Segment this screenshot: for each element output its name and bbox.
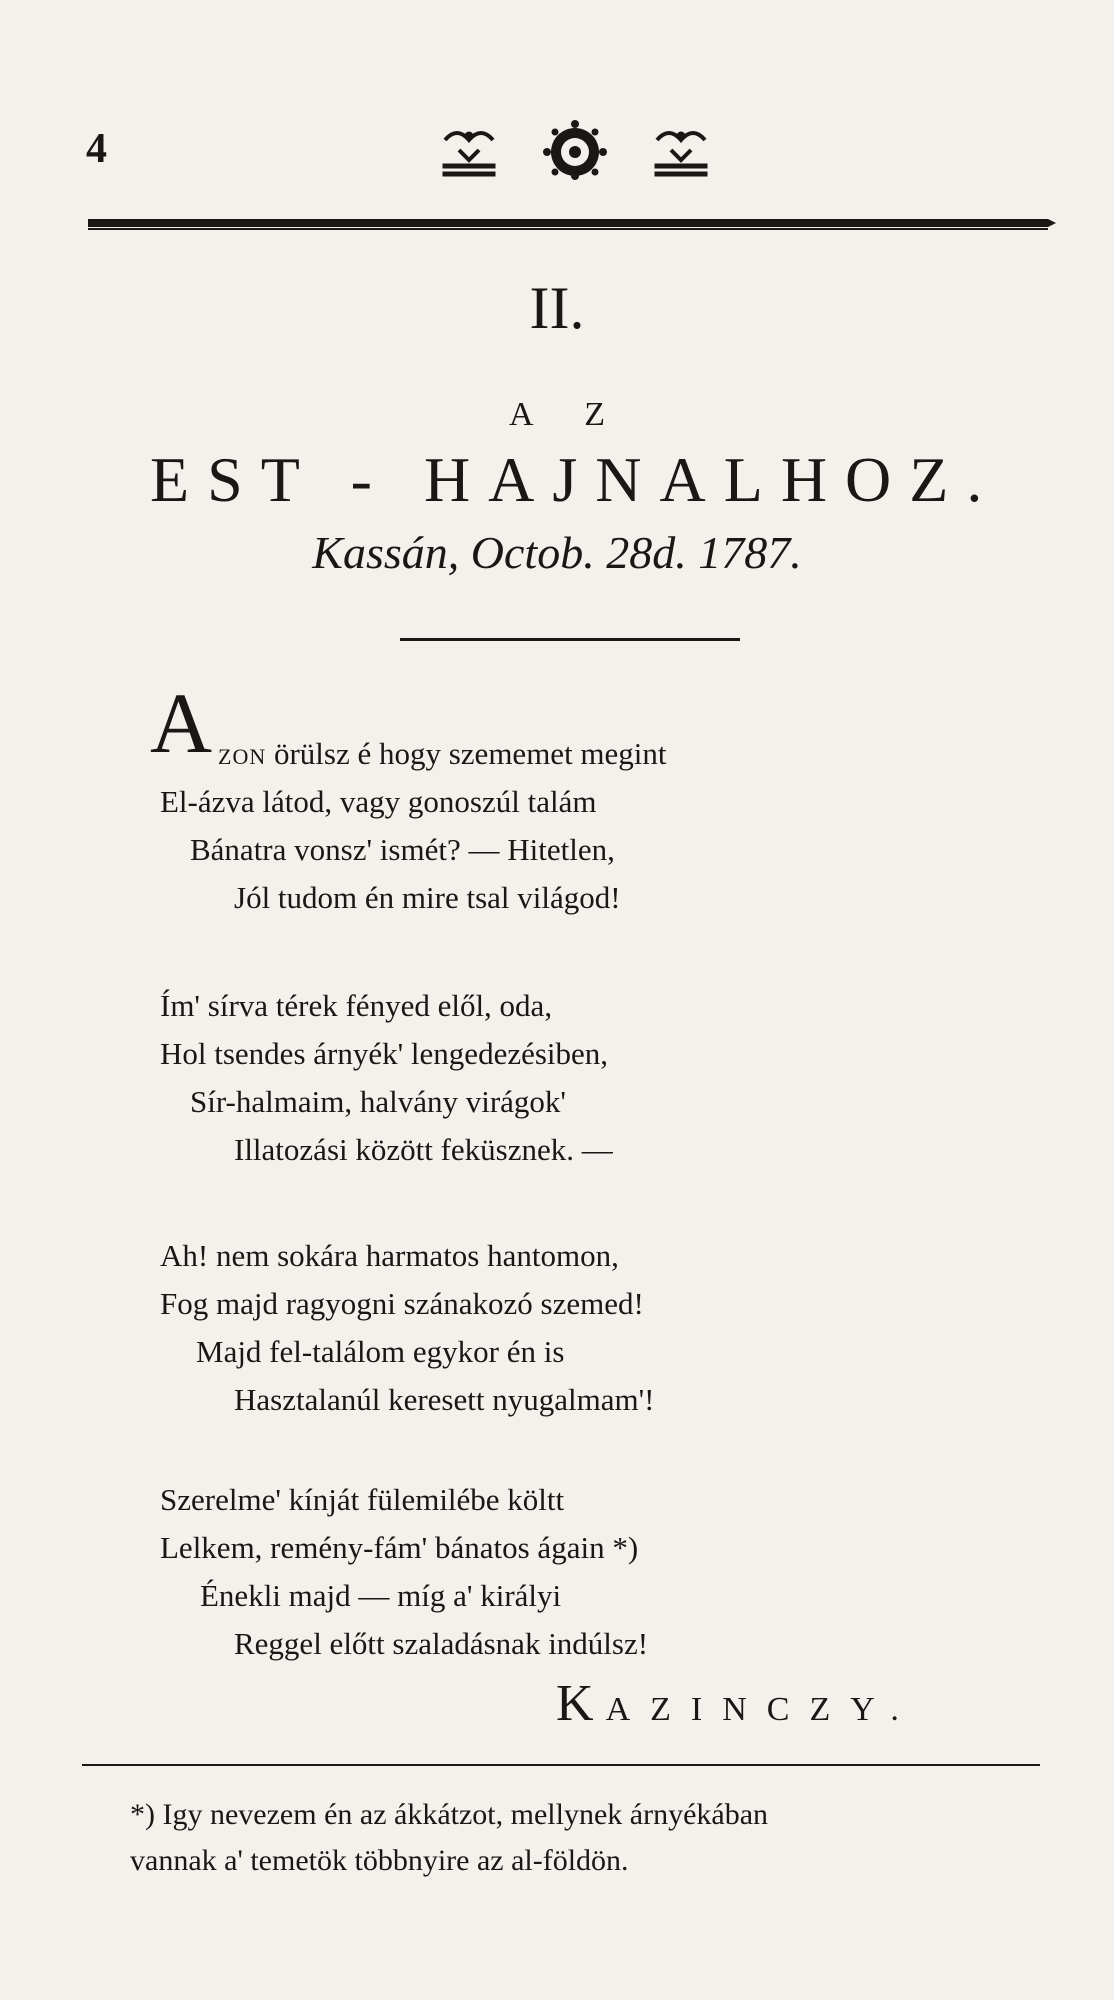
section-rule [400,638,740,641]
poem-line: Majd fel-találom egykor én is [196,1334,565,1369]
poem-line: Illatozási között feküsznek. — [234,1132,613,1167]
footnote-line: *) Igy nevezem én az ákkátzot, mellynek árnyékában [130,1798,769,1831]
poem-line: Jól tudom én mire tsal világod! [234,880,621,915]
author-signature [556,1675,919,1732]
flower-ornament-icon [443,132,495,176]
drop-cap: A [150,675,213,771]
footnote [130,1792,1060,1884]
footnote-line: vannak a' temetök többnyire az al-földön. [130,1844,629,1877]
poem-line: Ah! nem sokára harmatos hantomon, [160,1238,619,1273]
poem-line: Bánatra vonsz' ismét? — Hitetlen, [190,832,615,867]
poem-line: Szerelme' kínját fülemilébe költt [160,1482,565,1517]
header-rule [88,216,1056,230]
poem-line: El-ázva látod, vagy gonoszúl talám [160,784,597,819]
poem-line: Reggel előtt szaladásnak indúlsz! [234,1626,649,1661]
title-article: A Z [509,396,627,433]
signature-initial: K [556,1675,606,1732]
signature-rest: AZINCZY. [605,1691,919,1728]
poem-line: Hol tsendes árnyék' lengedezésiben, [160,1036,609,1071]
poem-line: Énekli majd — míg a' királyi [200,1578,562,1613]
footnote-rule [82,1764,1040,1766]
poem-title: EST - HAJNALHOZ. [150,444,1001,515]
poem-line: Ím' sírva térek fényed elől, oda, [160,988,553,1023]
poem-line: Lelkem, remény-fám' bánatos ágain *) [160,1530,639,1565]
poem-line: ZON örülsz é hogy szememet megint [218,736,667,771]
chapter-number: II. [529,275,585,341]
first-word-smallcaps: ZON [218,744,267,769]
rosette-ornament-icon [543,120,607,180]
poem-line: Hasztalanúl keresett nyugalmam'! [234,1382,655,1417]
dateline: Kassán, Octob. 28d. 1787. [312,527,802,578]
poem-line: Fog majd ragyogni szánakozó szemed! [160,1286,644,1321]
poem-line: Sír-halmaim, halvány virágok' [190,1084,567,1119]
page-number: 4 [86,126,107,172]
flower-ornament-icon [655,132,707,176]
header-ornaments [435,120,715,180]
